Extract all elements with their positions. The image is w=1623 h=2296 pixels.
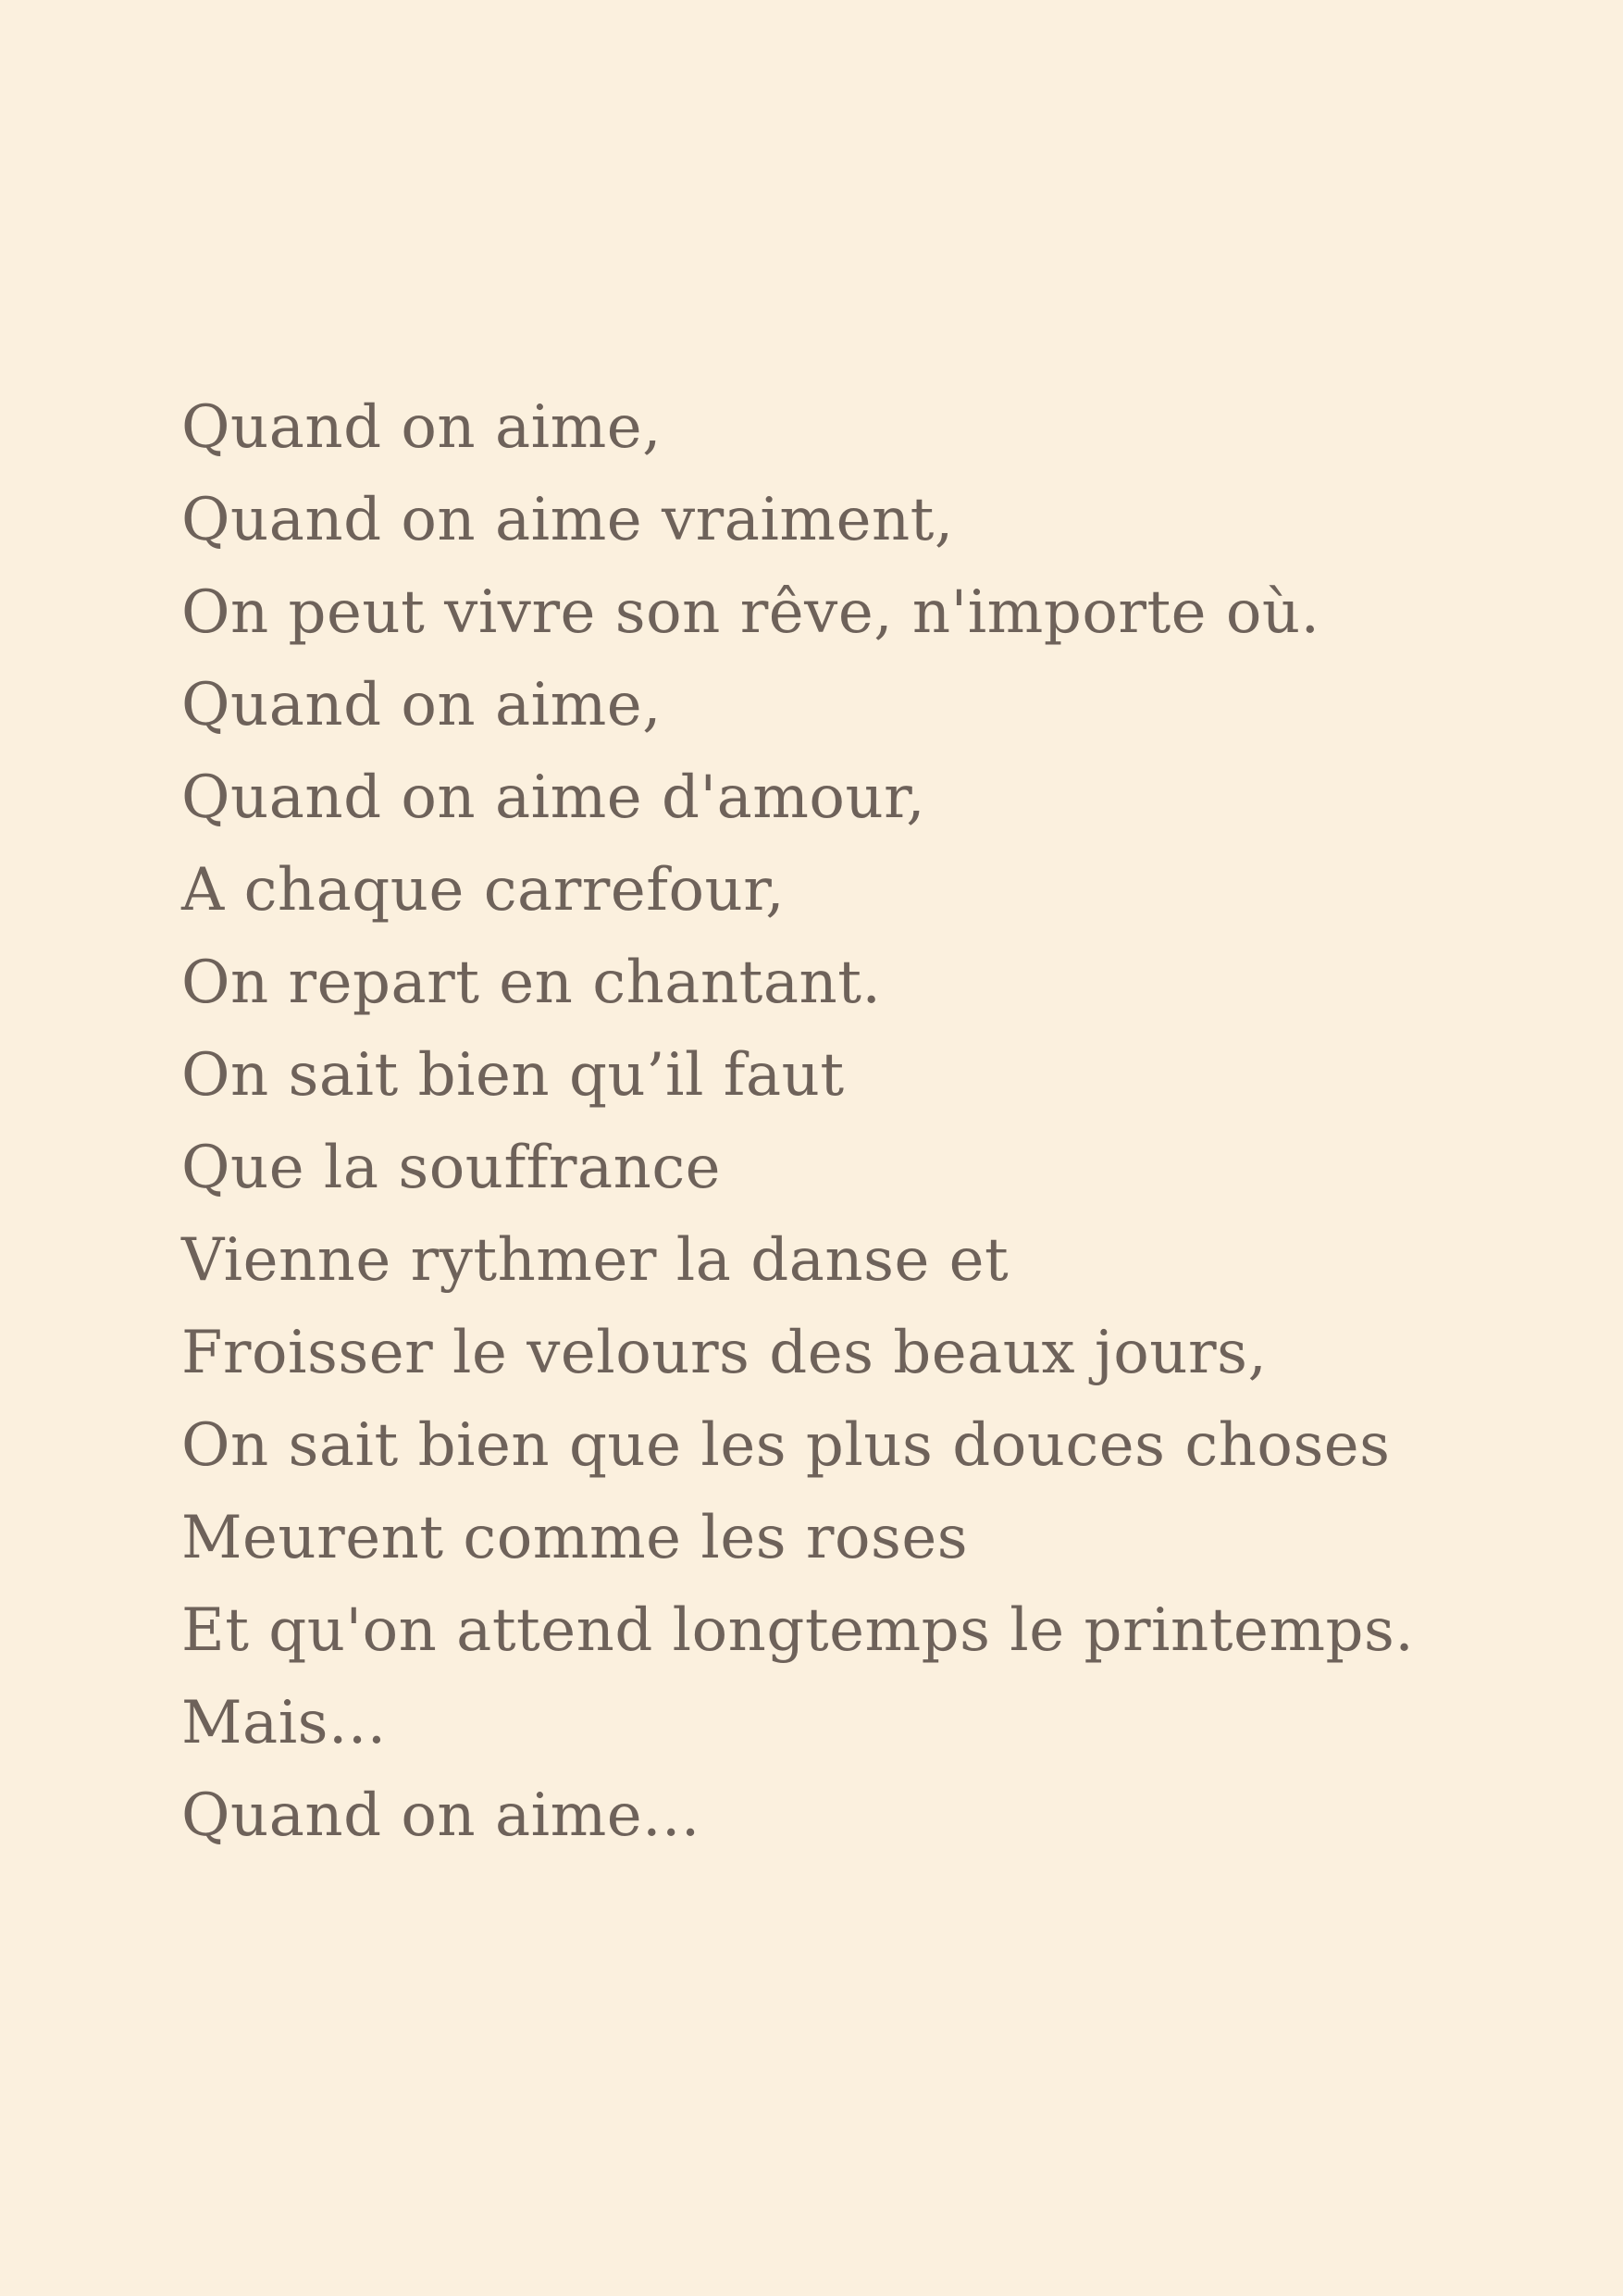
poem-line-5: Quand on aime d'amour, (181, 763, 926, 832)
poem-line-11: Froisser le velours des beaux jours, (181, 1319, 1268, 1387)
poem-line-13: Meurent comme les roses (181, 1504, 969, 1572)
poem-line-15: Mais... (181, 1689, 387, 1757)
poem-text (181, 381, 1477, 1862)
poem-line-8: On sait bien qu’il faut (181, 1041, 845, 1110)
poem-line-3: On peut vivre son rêve, n'importe où. (181, 578, 1320, 647)
poem-line-6: A chaque carrefour, (181, 856, 786, 925)
poem-line-12: On sait bien que les plus douces choses (181, 1411, 1391, 1480)
poem-line-2: Quand on aime vraiment, (181, 486, 954, 554)
poem-line-16: Quand on aime... (181, 1781, 700, 1850)
poem-line-1: Quand on aime, (181, 393, 662, 462)
poem-line-14: Et qu'on attend longtemps le printemps. (181, 1596, 1415, 1665)
poem-line-7: On repart en chantant. (181, 949, 882, 1017)
poem-line-10: Vienne rythmer la danse et (181, 1226, 1010, 1295)
poem-line-4: Quand on aime, (181, 671, 662, 739)
poem-line-9: Que la souffrance (181, 1134, 722, 1202)
